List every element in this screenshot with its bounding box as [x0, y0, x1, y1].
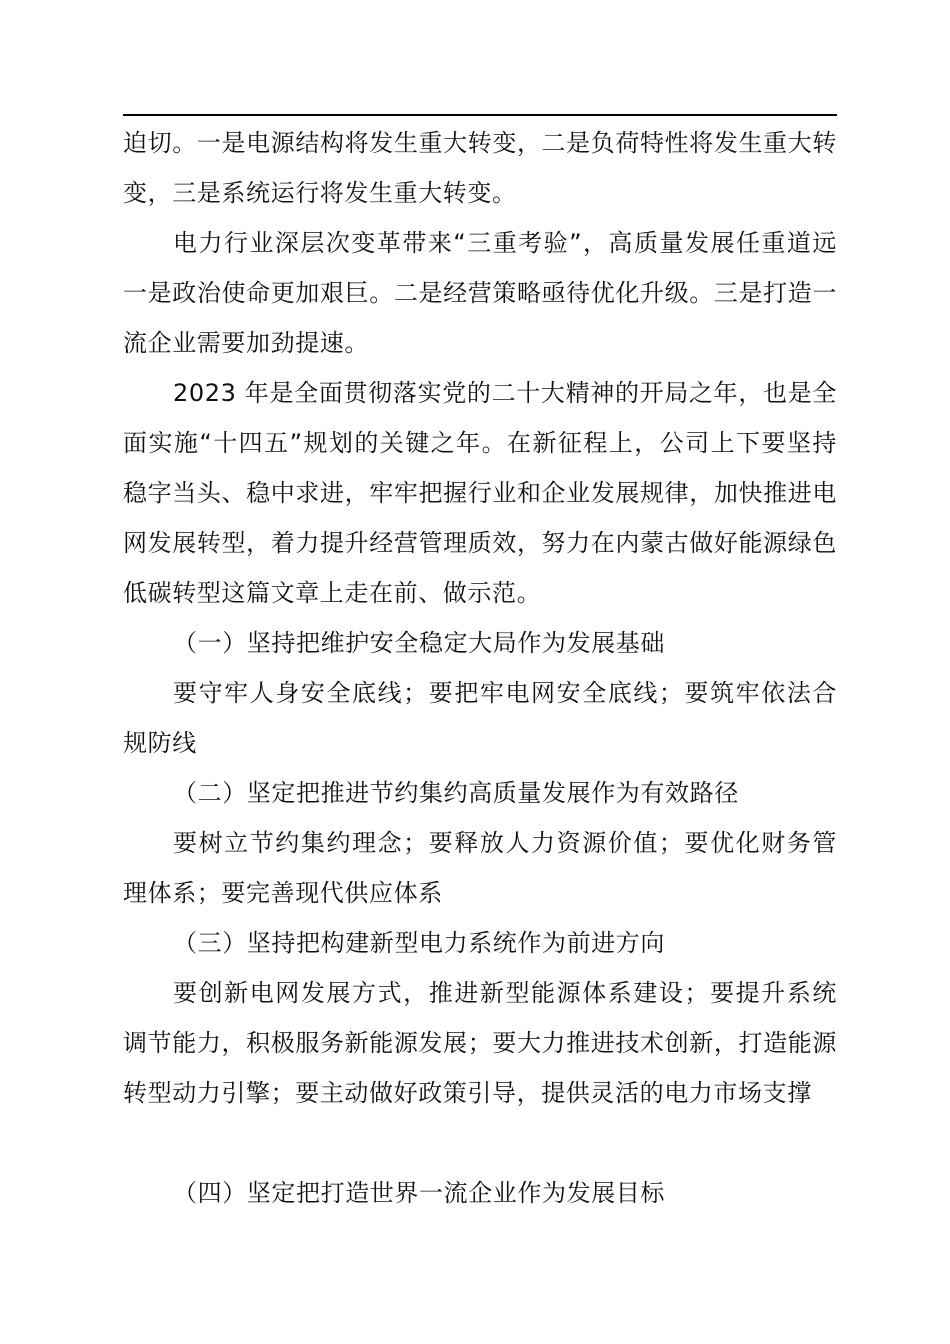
paragraph-section-1-body: 要守牢人身安全底线；要把牢电网安全底线；要筑牢依法合规防线 — [123, 679, 837, 757]
section-heading-2: （二）坚定把推进节约集约高质量发展作为有效路径 — [173, 779, 739, 807]
paragraph-continuation: 迫切。一是电源结构将发生重大转变，二是负荷特性将发生重大转变，三是系统运行将发生重大转变。 — [123, 129, 837, 207]
section-heading-4: （四）坚定把打造世界一流企业作为发展目标 — [173, 1179, 665, 1207]
paragraph-section-2-body: 要树立节约集约理念；要释放人力资源价值；要优化财务管理体系；要完善现代供应体系 — [123, 829, 837, 907]
paragraph-three-challenges: 电力行业深层次变革带来“三重考验”，高质量发展任重道远一是政治使命更加艰巨。二是经营策略亟待优化升级。三是打造一流企业需要加劲提速。 — [123, 229, 837, 357]
section-heading-1: （一）坚持把维护安全稳定大局作为发展基础 — [173, 629, 665, 657]
paragraph-section-3-body: 要创新电网发展方式，推进新型能源体系建设；要提升系统调节能力，积极服务新能源发展；要大力推进技术创新，打造能源转型动力引擎；要主动做好政策引导，提供灵活的电力市场支撑 — [123, 979, 837, 1107]
header-rule — [123, 114, 837, 116]
paragraph-2023-overview: 2023 年是全面贯彻落实党的二十大精神的开局之年，也是全面实施“十四五”规划的关键之年。在新征程上，公司上下要坚持稳字当头、稳中求进，牢牢把握行业和企业发展规律，加快推进电网发展转型，着力提升经营管理质效，努力在内蒙古做好能源绿色低碳转型这篇文章上走在前、做示范。 — [123, 379, 837, 607]
section-heading-3: （三）坚持把构建新型电力系统作为前进方向 — [173, 929, 665, 957]
